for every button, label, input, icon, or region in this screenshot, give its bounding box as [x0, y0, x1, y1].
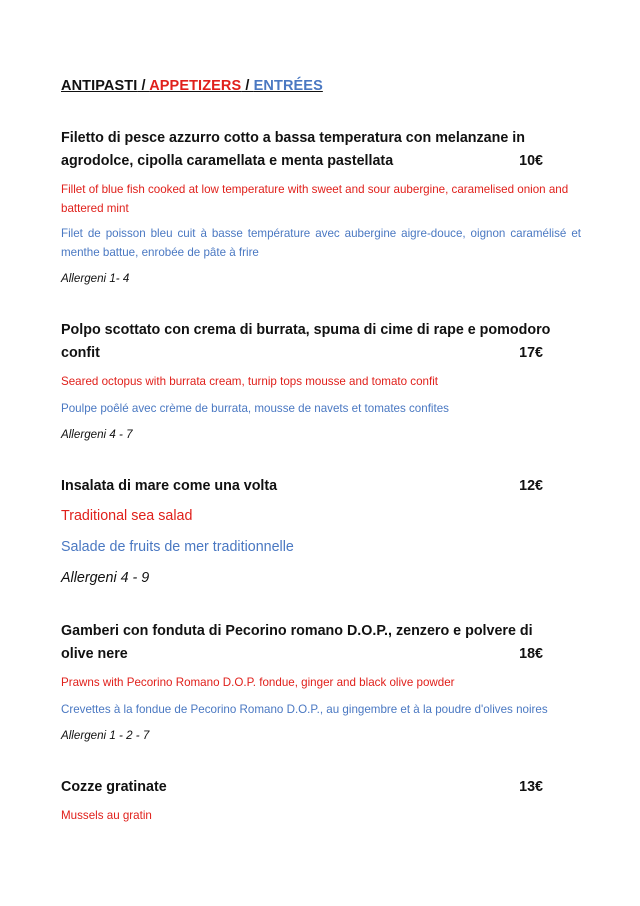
dish-item [61, 475, 581, 588]
dish-price: 10€ [519, 153, 543, 169]
heading-english: APPETIZERS [149, 78, 242, 94]
dish-price: 17€ [519, 345, 543, 361]
dish-description-french: Salade de fruits de mer traditionnelle [61, 539, 294, 555]
dish-title-line: confit [61, 345, 100, 361]
dish-title [61, 776, 581, 799]
heading-italian: ANTIPASTI [61, 78, 138, 94]
section-heading [61, 78, 323, 94]
dish-price: 12€ [519, 478, 543, 494]
dish-description-english: Seared octopus with burrata cream, turnip tops mousse and tomato confit [61, 375, 438, 388]
dish-item [61, 776, 581, 825]
dish-description-english: Mussels au gratin [61, 809, 152, 822]
heading-separator: / [241, 78, 254, 94]
dish-description-french: Crevettes à la fondue de Pecorino Romano D.O.P., au gingembre et à la poudre d'olives noires [61, 703, 548, 716]
dish-title-line: Polpo scottato con crema di burrata, spuma di cime di rape e pomodoro [61, 322, 551, 338]
dish-allergens: Allergeni 4 - 7 [61, 428, 133, 441]
dish-description-english: Prawns with Pecorino Romano D.O.P. fondue, ginger and black olive powder [61, 676, 455, 689]
dish-allergens: Allergeni 4 - 9 [61, 570, 150, 586]
dish-title-line: Cozze gratinate [61, 779, 167, 795]
dish-title-line: Gamberi con fonduta di Pecorino romano D.O.P., zenzero e polvere di [61, 623, 533, 639]
dish-description-english: Traditional sea salad [61, 508, 193, 524]
dish-description-french: Poulpe poêlé avec crème de burrata, mousse de navets et tomates confites [61, 402, 449, 415]
dish-title [61, 620, 581, 666]
dish-item [61, 319, 581, 443]
dish-price: 18€ [519, 646, 543, 662]
dish-price: 13€ [519, 779, 543, 795]
dish-allergens: Allergeni 1- 4 [61, 272, 130, 285]
dish-title [61, 475, 581, 498]
heading-separator: / [137, 78, 150, 94]
dish-title-line: agrodolce, cipolla caramellata e menta pastellata [61, 153, 394, 169]
dish-title-line: Insalata di mare come una volta [61, 478, 278, 494]
dish-title-line: Filetto di pesce azzurro cotto a bassa temperatura con melanzane in [61, 130, 525, 146]
dish-item [61, 620, 581, 744]
heading-french: ENTRÉES [253, 78, 323, 94]
dish-description-french: Filet de poisson bleu cuit à basse température avec aubergine aigre-douce, oignon caramélisé et menthe battue, enrobée de pâte à frire [61, 227, 581, 259]
dish-title [61, 319, 581, 365]
dish-title-line: olive nere [61, 646, 128, 662]
dish-description-english: Fillet of blue fish cooked at low temperature with sweet and sour aubergine, caramelised onion and battered mint [61, 183, 569, 215]
dish-title [61, 127, 581, 173]
dish-allergens: Allergeni 1 - 2 - 7 [61, 729, 150, 742]
dish-item [61, 127, 581, 287]
